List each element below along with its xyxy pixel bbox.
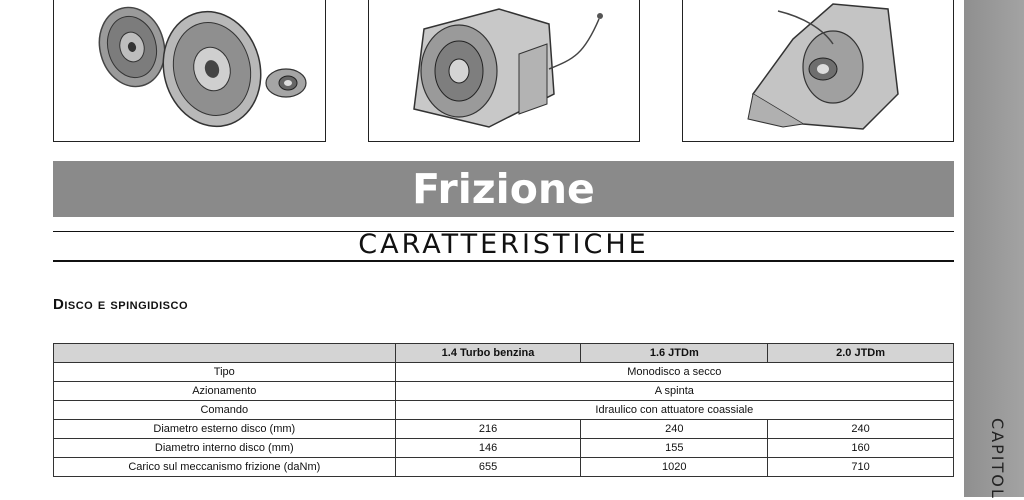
row-label: Tipo xyxy=(54,363,396,382)
row-value: 655 xyxy=(395,458,581,477)
row-label: Azionamento xyxy=(54,382,396,401)
table-header-cell: 1.4 Turbo benzina xyxy=(395,344,581,363)
row-value: 710 xyxy=(768,458,954,477)
chapter-side-tab xyxy=(964,0,1024,500)
row-value: Monodisco a secco xyxy=(395,363,953,382)
row-value: 240 xyxy=(768,420,954,439)
row-label: Comando xyxy=(54,401,396,420)
row-value: 240 xyxy=(581,420,768,439)
gearbox-release-bearing-image xyxy=(682,0,954,142)
row-value: 1020 xyxy=(581,458,768,477)
table-row xyxy=(54,363,954,382)
chapter-title: Frizione xyxy=(412,165,595,213)
row-value: 146 xyxy=(395,439,581,458)
side-tab-label: CAPITOL xyxy=(988,418,1007,500)
section-heading: Disco e spingidisco xyxy=(53,296,189,313)
row-value: A spinta xyxy=(395,382,953,401)
table-row xyxy=(54,401,954,420)
row-label: Diametro esterno disco (mm) xyxy=(54,420,396,439)
table-header-cell xyxy=(54,344,396,363)
gearbox-clutch-housing-image xyxy=(368,0,640,142)
clutch-spec-table xyxy=(53,343,954,477)
clutch-disc-kit-image xyxy=(53,0,326,142)
row-label: Diametro interno disco (mm) xyxy=(54,439,396,458)
table-header-cell: 2.0 JTDm xyxy=(768,344,954,363)
row-value: Idraulico con attuatore coassiale xyxy=(395,401,953,420)
section-subtitle: CARATTERISTICHE xyxy=(358,229,649,260)
table-row xyxy=(54,420,954,439)
chapter-title-band xyxy=(53,161,954,217)
subtitle-rule-bottom xyxy=(53,260,954,262)
table-header-cell: 1.6 JTDm xyxy=(581,344,768,363)
row-value: 216 xyxy=(395,420,581,439)
table-row xyxy=(54,439,954,458)
row-value: 155 xyxy=(581,439,768,458)
row-value: 160 xyxy=(768,439,954,458)
table-header-row xyxy=(54,344,954,363)
table-row xyxy=(54,382,954,401)
row-label: Carico sul meccanismo frizione (daNm) xyxy=(54,458,396,477)
table-row xyxy=(54,458,954,477)
